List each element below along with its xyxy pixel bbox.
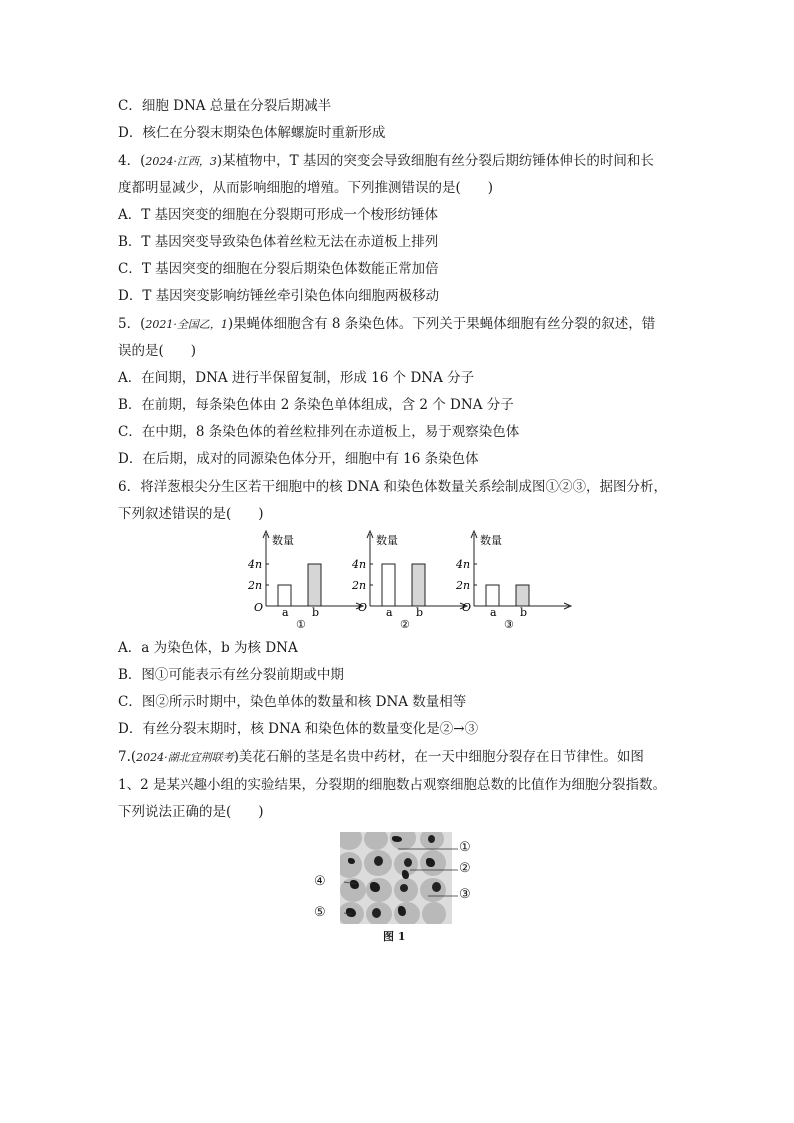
q6-stem-line2: 下列叙述错误的是( ) bbox=[118, 506, 264, 522]
origin-label: O bbox=[462, 601, 472, 614]
q6-stem: 6．将洋葱根尖分生区若干细胞中的核 DNA 和染色体数量关系绘制成图①②③，据图分析， bbox=[118, 479, 668, 495]
callout-1: ① bbox=[459, 840, 471, 855]
y-tick-label: 2n bbox=[248, 579, 263, 592]
chart-3 bbox=[456, 528, 586, 631]
q4-option-d: D．T 基因突变影响纺锤丝牵引染色体向细胞两极移动 bbox=[118, 288, 440, 304]
y-axis-label: 数量 bbox=[480, 534, 502, 547]
callout-lines bbox=[330, 836, 475, 926]
q4-stem-line2: 度都明显减少，从而影响细胞的增殖。下列推测错误的是( ) bbox=[118, 180, 494, 196]
x-tick-label: a bbox=[282, 606, 289, 619]
q6-option-c: C．图②所示时期中，染色单体的数量和核 DNA 数量相等 bbox=[118, 694, 467, 710]
x-tick-label: a bbox=[490, 606, 497, 619]
y-tick-label: 2n bbox=[352, 579, 367, 592]
bar-a bbox=[382, 564, 395, 606]
origin-label: O bbox=[254, 601, 264, 614]
q6-option-b: B．图①可能表示有丝分裂前期或中期 bbox=[118, 667, 344, 683]
q5-option-d: D．在后期，成对的同源染色体分开，细胞中有 16 条染色体 bbox=[118, 451, 479, 467]
q4-option-a: A．T 基因突变的细胞在分裂期可形成一个梭形纺锤体 bbox=[118, 207, 439, 223]
callout-2: ② bbox=[459, 861, 471, 876]
x-tick-label: b bbox=[312, 606, 320, 619]
q5-option-c: C．在中期，8 条染色体的着丝粒排列在赤道板上，易于观察染色体 bbox=[118, 424, 520, 440]
q5-stem-text: )果蝇体细胞含有 8 条染色体。下列关于果蝇体细胞有丝分裂的叙述，错 bbox=[227, 316, 656, 332]
q3-option-d: D．核仁在分裂末期染色体解螺旋时重新形成 bbox=[118, 125, 386, 141]
y-axis-label: 数量 bbox=[376, 534, 398, 547]
chart-caption: ① bbox=[296, 618, 306, 631]
q3-option-c: C．细胞 DNA 总量在分裂后期减半 bbox=[118, 98, 332, 114]
q5-number: 5．( bbox=[118, 316, 146, 332]
x-tick-label: b bbox=[520, 606, 528, 619]
callout-4: ④ bbox=[314, 874, 326, 889]
bar-a bbox=[486, 585, 499, 606]
bar-b bbox=[516, 585, 529, 606]
q5-source: 2021·全国乙，1 bbox=[145, 318, 228, 331]
y-axis-label: 数量 bbox=[272, 534, 294, 547]
q7-stem-text: )美花石斛的茎是名贵中药材，在一天中细胞分裂存在日节律性。如图 bbox=[233, 749, 644, 765]
q6-option-a: A．a 为染色体，b 为核 DNA bbox=[118, 640, 298, 656]
q5-option-a: A．在间期，DNA 进行半保留复制，形成 16 个 DNA 分子 bbox=[118, 370, 475, 386]
bar-b bbox=[308, 564, 321, 606]
q4-option-c: C．T 基因突变的细胞在分裂后期染色体数能正常加倍 bbox=[118, 261, 439, 277]
q6-option-d: D．有丝分裂末期时，核 DNA 和染色体的数量变化是②→③ bbox=[118, 721, 479, 737]
q4-stem bbox=[118, 152, 654, 171]
callout-3: ③ bbox=[459, 887, 471, 902]
x-tick-label: b bbox=[416, 606, 424, 619]
q5-option-b: B．在前期，每条染色体由 2 条染色单体组成，含 2 个 DNA 分子 bbox=[118, 397, 514, 413]
q4-stem-text: )某植物中，T 基因的突变会导致细胞有丝分裂后期纺锤体伸长的时间和长 bbox=[216, 153, 654, 169]
q7-stem-line3: 下列说法正确的是( ) bbox=[118, 804, 264, 820]
q4-option-b: B．T 基因突变导致染色体着丝粒无法在赤道板上排列 bbox=[118, 234, 439, 250]
q7-stem bbox=[118, 748, 644, 767]
chart-caption: ② bbox=[400, 618, 410, 631]
q5-stem-line2: 误的是( ) bbox=[118, 343, 197, 359]
y-tick-label: 4n bbox=[248, 558, 263, 571]
q7-number: 7.( bbox=[118, 749, 137, 765]
q4-number: 4．( bbox=[118, 153, 146, 169]
y-tick-label: 4n bbox=[456, 558, 471, 571]
y-tick-label: 2n bbox=[456, 579, 471, 592]
figure-1-caption: 图 1 bbox=[383, 930, 406, 943]
chart-caption: ③ bbox=[504, 618, 514, 631]
bar-a bbox=[278, 585, 291, 606]
chart-3-svg bbox=[456, 528, 586, 631]
q7-stem-line2: 1、2 是某兴趣小组的实验结果，分裂期的细胞数占观察细胞总数的比值作为细胞分裂指数。 bbox=[118, 777, 666, 793]
origin-label: O bbox=[358, 601, 368, 614]
q7-source: 2024·湖北宜荆联考 bbox=[136, 751, 234, 764]
q4-source: 2024·江西，3 bbox=[145, 155, 217, 168]
bar-b bbox=[412, 564, 425, 606]
callout-5: ⑤ bbox=[314, 905, 326, 920]
x-tick-label: a bbox=[386, 606, 393, 619]
y-tick-label: 4n bbox=[352, 558, 367, 571]
q5-stem bbox=[118, 315, 655, 334]
